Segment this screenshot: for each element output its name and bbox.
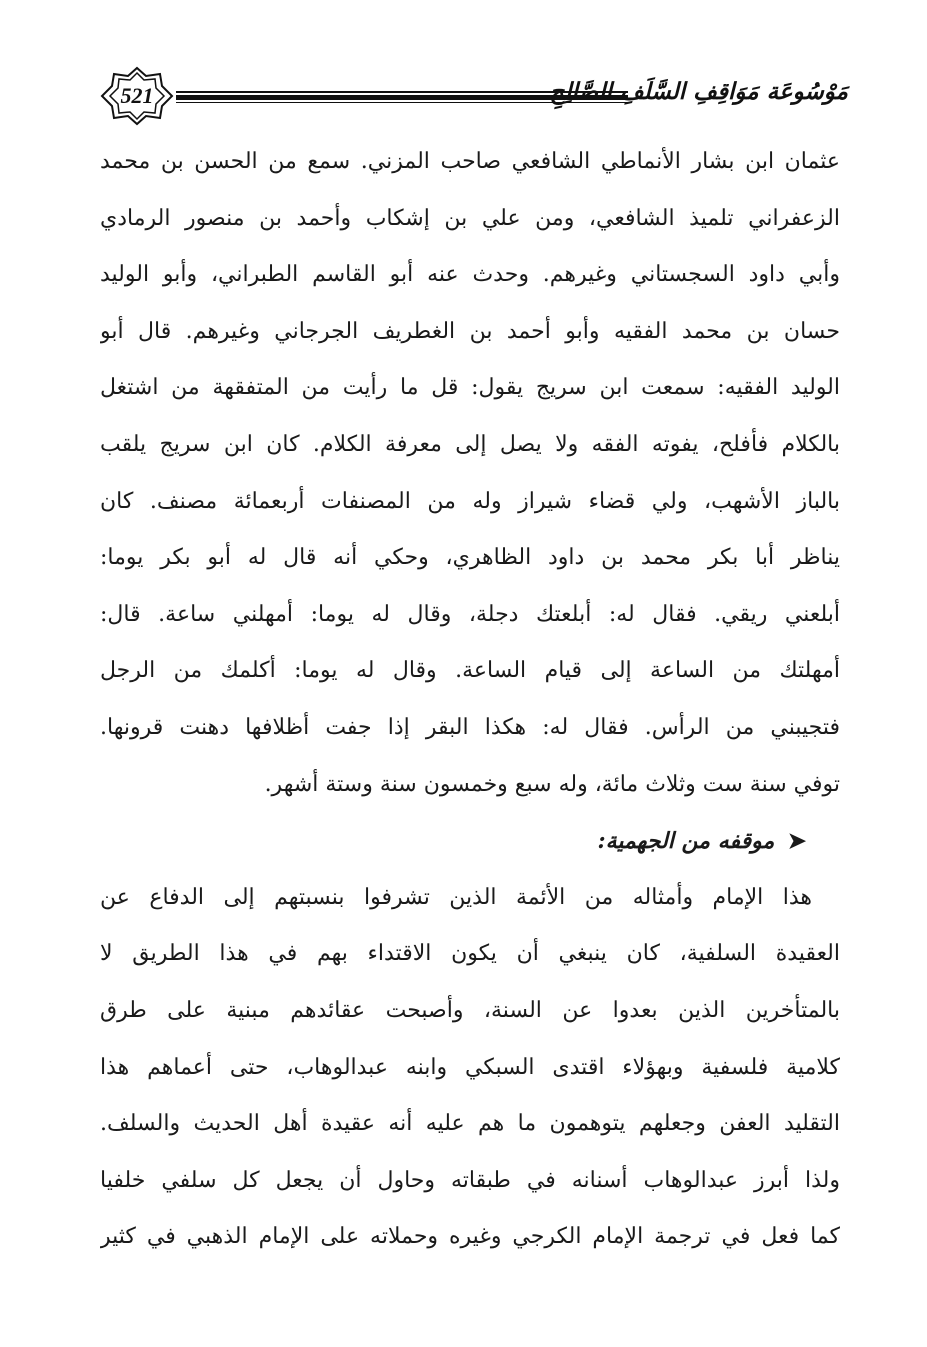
paragraph-1 [100,134,840,813]
text-line: بالباز الأشهب، ولي قضاء شيراز وله من المصنفات أربعمائة مصنف. كان [100,488,840,514]
text-line: ولذا أبرز عبدالوهاب أسنانه في طبقاته وحاول أن يجعل كل سلفي خلفيا [100,1167,840,1193]
page-header [100,66,848,126]
text-line: فتجيبني من الرأس. فقال له: هكذا البقر إذا جفت أظلافها دهنت قرونها. [100,714,840,740]
text-line: توفي سنة ست وثلاث مائة، وله سبع وخمسون سنة وستة أشهر. [264,771,840,797]
text-line: حسان بن محمد الفقيه وأبو أحمد بن الغطريف الجرجاني وغيرهم. قال أبو [100,318,840,344]
text-line: وأبي داود السجستاني وغيرهم. وحدث عنه أبو القاسم الطبراني، وأبو الوليد [100,262,840,288]
page-number: 521 [120,83,154,108]
text-line: العقيدة السلفية، كان ينبغي أن يكون الاقتداء بهم في هذا الطريق لا [100,941,840,967]
text-line: الوليد الفقيه: سمعت ابن سريج يقول: قل ما رأيت من المتفقهة من اشتغل [100,375,840,401]
text-line: بالكلام فأفلح، يفوته الفقه ولا يصل إلى معرفة الكلام. كان ابن سريج يلقب [100,431,840,457]
page-body [100,134,840,1266]
page-number-badge [100,66,174,126]
paragraph-2 [100,870,840,1266]
text-line: بالمتأخرين الذين بعدوا عن السنة، وأصبحت عقائدهم مبنية على طرق [100,997,840,1023]
arrowhead-icon: ➤ [787,828,807,855]
text-line: يناظر أبا بكر محمد بن داود الظاهري، وحكي أنه قال له أبو بكر يوما: [100,545,840,571]
section-heading [100,813,840,870]
text-line: كلامية فلسفية وبهؤلاء اقتدى السبكي وابنه عبدالوهاب، حتى أعماهم هذا [100,1054,840,1080]
text-line: كما فعل في ترجمة الإمام الكرجي وغيره وحملاته على الإمام الذهبي في كثير [100,1224,840,1250]
text-line: أبلعني ريقي. فقال له: أبلعتك دجلة، وقال له يوما: أمهلني ساعة. قال: [100,601,840,627]
text-line: عثمان ابن بشار الأنماطي الشافعي صاحب المزني. سمع من الحسن بن محمد [100,149,840,174]
text-line: التقليد العفن وجعلهم يتوهمون ما هم عليه أنه عقيدة أهل الحديث والسلف. [100,1111,840,1137]
text-line: الزعفراني تلميذ الشافعي، ومن علي بن إشكاب وأحمد بن منصور الرمادي [100,205,840,231]
text-line: أمهلتك من الساعة إلى قيام الساعة. وقال له يوما: أكلمك من الرجل [100,658,840,684]
text-line: هذا الإمام وأمثاله من الأئمة الذين تشرفوا بنسبتهم إلى الدفاع عن [100,884,812,910]
section-heading-text: موقفه من الجهمية: [597,828,775,855]
book-title: مَوْسُوعَة مَوَاقِفِ السَّلَفِ الصَّالِحِ [549,78,848,105]
